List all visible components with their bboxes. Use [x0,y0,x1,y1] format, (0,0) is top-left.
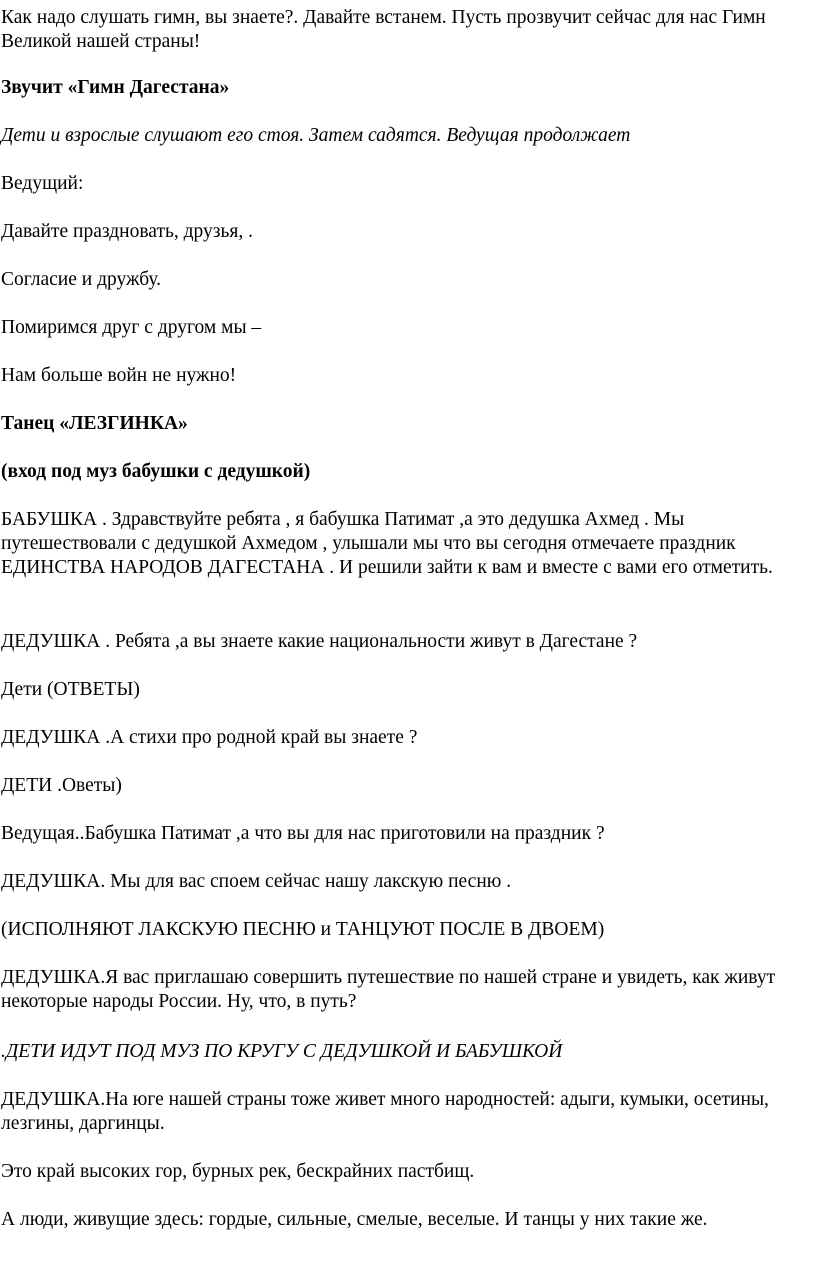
paragraph-grandpa-song: ДЕДУШКА. Мы для вас споем сейчас нашу лакскую песню . [1,871,512,892]
paragraph-people: А люди, живущие здесь: гордые, сильные, смелые, веселые. И танцы у них такие же. [1,1209,708,1230]
paragraph-host-question: Ведущая..Бабушка Патимат ,а что вы для нас приготовили на праздник ? [1,823,605,844]
paragraph-stage-direction: Дети и взрослые слушают его стоя. Затем садятся. Ведущая продолжает [1,125,631,146]
paragraph-poem-line-4: Нам больше войн не нужно! [1,365,237,386]
paragraph-poem-line-1: Давайте праздновать, друзья, . [1,221,253,242]
paragraph-march-direction: .ДЕТИ ИДУТ ПОД МУЗ ПО КРУГУ С ДЕДУШКОЙ И БАБУШКОЙ [1,1041,563,1062]
paragraph-entrance-note: (вход под муз бабушки с дедушкой) [1,461,311,482]
paragraph-host-label: Ведущий: [1,173,84,194]
paragraph-grandma-speech: БАБУШКА . Здравствуйте ребята , я бабушка Патимат ,а это дедушка Ахмед . Мы путешествовали с дедушкой Ахмедом , улышали мы что вы сегодня отмечаете праздник ЕДИНСТВА НАРОДОВ ДАГЕСТАНА . И решили зайти к вам и вместе с вами его отметить. [1,509,773,578]
paragraph-song-direction: (ИСПОЛНЯЮТ ЛАКСКУЮ ПЕСНЮ и ТАНЦУЮТ ПОСЛЕ В ДВОЕМ) [1,919,605,940]
paragraph-grandpa-south: ДЕДУШКА.На юге нашей страны тоже живет много народностей: адыги, кумыки, осетины, лезгины, даргинцы. [1,1089,769,1134]
paragraph-poem-line-2: Согласие и дружбу. [1,269,162,290]
paragraph-poem-line-3: Помиримся друг с другом мы – [1,317,262,338]
paragraph-anthem-intro: Как надо слушать гимн, вы знаете?. Давайте встанем. Пусть прозвучит сейчас для нас Гимн Великой нашей страны! [1,7,766,52]
paragraph-grandpa-poems: ДЕДУШКА .А стихи про родной край вы знаете ? [1,727,418,748]
paragraph-children-answers: Дети (ОТВЕТЫ) [1,679,140,700]
paragraph-dance-heading: Танец «ЛЕЗГИНКА» [1,413,188,434]
paragraph-mountains: Это край высоких гор, бурных рек, бескрайних пастбищ. [1,1161,475,1182]
paragraph-grandpa-journey: ДЕДУШКА.Я вас приглашаю совершить путешествие по нашей стране и увидеть, как живут некоторые народы России. Ну, что, в путь? [1,967,776,1012]
paragraph-grandpa-question: ДЕДУШКА . Ребята ,а вы знаете какие национальности живут в Дагестане ? [1,631,638,652]
paragraph-children-reply: ДЕТИ .Оветы) [1,775,122,796]
paragraph-anthem-heading: Звучит «Гимн Дагестана» [1,77,230,98]
